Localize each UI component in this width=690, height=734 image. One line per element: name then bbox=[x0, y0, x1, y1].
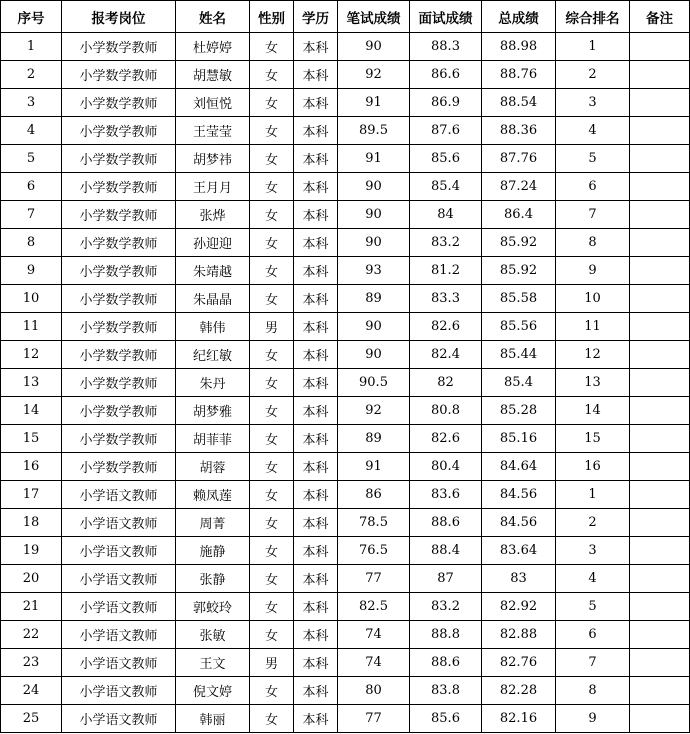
cell-gender: 女 bbox=[250, 537, 294, 565]
table-row bbox=[1, 313, 690, 341]
cell-remarks bbox=[630, 593, 690, 621]
cell-education: 本科 bbox=[294, 425, 338, 453]
cell-interview-score: 88.4 bbox=[410, 537, 482, 565]
table-row bbox=[1, 173, 690, 201]
cell-gender: 男 bbox=[250, 313, 294, 341]
cell-written-score: 89 bbox=[338, 285, 410, 313]
cell-gender: 女 bbox=[250, 33, 294, 61]
header-written-score: 笔试成绩 bbox=[338, 1, 410, 33]
cell-total-score: 88.54 bbox=[482, 89, 556, 117]
table-row bbox=[1, 677, 690, 705]
cell-interview-score: 82.6 bbox=[410, 313, 482, 341]
cell-position: 小学数学教师 bbox=[62, 425, 176, 453]
cell-remarks bbox=[630, 201, 690, 229]
cell-total-score: 83 bbox=[482, 565, 556, 593]
cell-written-score: 89 bbox=[338, 425, 410, 453]
cell-position: 小学数学教师 bbox=[62, 173, 176, 201]
cell-written-score: 78.5 bbox=[338, 509, 410, 537]
cell-remarks bbox=[630, 621, 690, 649]
table-row bbox=[1, 649, 690, 677]
cell-education: 本科 bbox=[294, 33, 338, 61]
cell-total-score: 82.28 bbox=[482, 677, 556, 705]
cell-position: 小学数学教师 bbox=[62, 89, 176, 117]
cell-total-score: 85.56 bbox=[482, 313, 556, 341]
cell-total-score: 82.88 bbox=[482, 621, 556, 649]
cell-interview-score: 84 bbox=[410, 201, 482, 229]
cell-remarks bbox=[630, 565, 690, 593]
cell-name: 刘恒悦 bbox=[176, 89, 250, 117]
cell-seq: 17 bbox=[1, 481, 62, 509]
cell-total-score: 88.98 bbox=[482, 33, 556, 61]
cell-seq: 3 bbox=[1, 89, 62, 117]
cell-education: 本科 bbox=[294, 173, 338, 201]
cell-total-score: 85.92 bbox=[482, 257, 556, 285]
table-row bbox=[1, 481, 690, 509]
cell-seq: 6 bbox=[1, 173, 62, 201]
cell-remarks bbox=[630, 173, 690, 201]
cell-seq: 23 bbox=[1, 649, 62, 677]
cell-name: 韩丽 bbox=[176, 705, 250, 733]
cell-position: 小学数学教师 bbox=[62, 313, 176, 341]
table-row bbox=[1, 369, 690, 397]
cell-gender: 女 bbox=[250, 425, 294, 453]
cell-written-score: 90 bbox=[338, 229, 410, 257]
cell-total-score: 85.58 bbox=[482, 285, 556, 313]
cell-name: 倪文婷 bbox=[176, 677, 250, 705]
cell-education: 本科 bbox=[294, 677, 338, 705]
cell-name: 胡梦雅 bbox=[176, 397, 250, 425]
cell-written-score: 74 bbox=[338, 649, 410, 677]
cell-education: 本科 bbox=[294, 537, 338, 565]
cell-gender: 女 bbox=[250, 117, 294, 145]
cell-education: 本科 bbox=[294, 117, 338, 145]
cell-seq: 24 bbox=[1, 677, 62, 705]
cell-rank: 3 bbox=[556, 89, 630, 117]
cell-position: 小学数学教师 bbox=[62, 397, 176, 425]
cell-education: 本科 bbox=[294, 369, 338, 397]
cell-position: 小学数学教师 bbox=[62, 61, 176, 89]
cell-total-score: 85.4 bbox=[482, 369, 556, 397]
cell-gender: 女 bbox=[250, 397, 294, 425]
cell-rank: 4 bbox=[556, 117, 630, 145]
cell-interview-score: 85.6 bbox=[410, 705, 482, 733]
cell-rank: 13 bbox=[556, 369, 630, 397]
table-row bbox=[1, 537, 690, 565]
cell-written-score: 92 bbox=[338, 61, 410, 89]
cell-interview-score: 85.4 bbox=[410, 173, 482, 201]
cell-written-score: 90 bbox=[338, 313, 410, 341]
cell-remarks bbox=[630, 285, 690, 313]
cell-interview-score: 86.9 bbox=[410, 89, 482, 117]
cell-remarks bbox=[630, 481, 690, 509]
table-row bbox=[1, 397, 690, 425]
cell-name: 胡梦祎 bbox=[176, 145, 250, 173]
cell-education: 本科 bbox=[294, 257, 338, 285]
cell-written-score: 91 bbox=[338, 453, 410, 481]
cell-name: 周菁 bbox=[176, 509, 250, 537]
cell-interview-score: 80.8 bbox=[410, 397, 482, 425]
table-row bbox=[1, 425, 690, 453]
cell-total-score: 82.16 bbox=[482, 705, 556, 733]
cell-name: 韩伟 bbox=[176, 313, 250, 341]
cell-written-score: 90 bbox=[338, 201, 410, 229]
table-row bbox=[1, 593, 690, 621]
cell-name: 朱晶晶 bbox=[176, 285, 250, 313]
table-header bbox=[1, 1, 690, 33]
cell-remarks bbox=[630, 705, 690, 733]
cell-name: 朱靖越 bbox=[176, 257, 250, 285]
cell-total-score: 85.44 bbox=[482, 341, 556, 369]
cell-remarks bbox=[630, 649, 690, 677]
cell-written-score: 77 bbox=[338, 705, 410, 733]
cell-rank: 9 bbox=[556, 257, 630, 285]
cell-gender: 女 bbox=[250, 173, 294, 201]
cell-remarks bbox=[630, 89, 690, 117]
cell-written-score: 90.5 bbox=[338, 369, 410, 397]
cell-name: 纪红敏 bbox=[176, 341, 250, 369]
cell-education: 本科 bbox=[294, 649, 338, 677]
cell-interview-score: 87 bbox=[410, 565, 482, 593]
cell-interview-score: 80.4 bbox=[410, 453, 482, 481]
cell-education: 本科 bbox=[294, 509, 338, 537]
cell-interview-score: 82 bbox=[410, 369, 482, 397]
cell-written-score: 82.5 bbox=[338, 593, 410, 621]
cell-rank: 11 bbox=[556, 313, 630, 341]
cell-interview-score: 82.6 bbox=[410, 425, 482, 453]
cell-interview-score: 87.6 bbox=[410, 117, 482, 145]
cell-interview-score: 81.2 bbox=[410, 257, 482, 285]
cell-seq: 1 bbox=[1, 33, 62, 61]
cell-rank: 1 bbox=[556, 481, 630, 509]
cell-total-score: 83.64 bbox=[482, 537, 556, 565]
cell-remarks bbox=[630, 677, 690, 705]
cell-remarks bbox=[630, 313, 690, 341]
cell-seq: 22 bbox=[1, 621, 62, 649]
table-row bbox=[1, 705, 690, 733]
cell-seq: 14 bbox=[1, 397, 62, 425]
cell-interview-score: 83.3 bbox=[410, 285, 482, 313]
header-seq: 序号 bbox=[1, 1, 62, 33]
cell-name: 郭蛟玲 bbox=[176, 593, 250, 621]
cell-total-score: 82.76 bbox=[482, 649, 556, 677]
cell-rank: 2 bbox=[556, 509, 630, 537]
cell-written-score: 93 bbox=[338, 257, 410, 285]
table-row bbox=[1, 285, 690, 313]
cell-interview-score: 88.8 bbox=[410, 621, 482, 649]
cell-written-score: 92 bbox=[338, 397, 410, 425]
cell-interview-score: 86.6 bbox=[410, 61, 482, 89]
cell-position: 小学语文教师 bbox=[62, 677, 176, 705]
table-row bbox=[1, 341, 690, 369]
cell-name: 胡蓉 bbox=[176, 453, 250, 481]
cell-total-score: 84.56 bbox=[482, 509, 556, 537]
cell-interview-score: 88.6 bbox=[410, 649, 482, 677]
cell-position: 小学数学教师 bbox=[62, 369, 176, 397]
cell-remarks bbox=[630, 33, 690, 61]
cell-education: 本科 bbox=[294, 341, 338, 369]
cell-interview-score: 85.6 bbox=[410, 145, 482, 173]
cell-remarks bbox=[630, 425, 690, 453]
cell-gender: 女 bbox=[250, 89, 294, 117]
cell-gender: 男 bbox=[250, 649, 294, 677]
cell-remarks bbox=[630, 61, 690, 89]
cell-name: 孙迎迎 bbox=[176, 229, 250, 257]
cell-seq: 7 bbox=[1, 201, 62, 229]
cell-education: 本科 bbox=[294, 565, 338, 593]
cell-name: 王月月 bbox=[176, 173, 250, 201]
cell-rank: 8 bbox=[556, 229, 630, 257]
cell-rank: 6 bbox=[556, 621, 630, 649]
header-gender: 性别 bbox=[250, 1, 294, 33]
cell-gender: 女 bbox=[250, 61, 294, 89]
cell-education: 本科 bbox=[294, 453, 338, 481]
cell-gender: 女 bbox=[250, 201, 294, 229]
cell-written-score: 90 bbox=[338, 173, 410, 201]
cell-seq: 19 bbox=[1, 537, 62, 565]
cell-total-score: 85.28 bbox=[482, 397, 556, 425]
cell-education: 本科 bbox=[294, 145, 338, 173]
cell-position: 小学语文教师 bbox=[62, 509, 176, 537]
cell-rank: 4 bbox=[556, 565, 630, 593]
cell-rank: 3 bbox=[556, 537, 630, 565]
cell-position: 小学数学教师 bbox=[62, 117, 176, 145]
cell-seq: 13 bbox=[1, 369, 62, 397]
cell-interview-score: 83.6 bbox=[410, 481, 482, 509]
cell-position: 小学语文教师 bbox=[62, 649, 176, 677]
header-remarks: 备注 bbox=[630, 1, 690, 33]
cell-interview-score: 83.8 bbox=[410, 677, 482, 705]
cell-gender: 女 bbox=[250, 229, 294, 257]
cell-gender: 女 bbox=[250, 341, 294, 369]
cell-interview-score: 82.4 bbox=[410, 341, 482, 369]
cell-gender: 女 bbox=[250, 705, 294, 733]
cell-gender: 女 bbox=[250, 369, 294, 397]
cell-name: 施静 bbox=[176, 537, 250, 565]
cell-education: 本科 bbox=[294, 593, 338, 621]
header-name: 姓名 bbox=[176, 1, 250, 33]
cell-total-score: 84.64 bbox=[482, 453, 556, 481]
cell-seq: 11 bbox=[1, 313, 62, 341]
cell-position: 小学语文教师 bbox=[62, 537, 176, 565]
cell-education: 本科 bbox=[294, 397, 338, 425]
cell-position: 小学语文教师 bbox=[62, 621, 176, 649]
cell-position: 小学数学教师 bbox=[62, 285, 176, 313]
cell-seq: 5 bbox=[1, 145, 62, 173]
cell-gender: 女 bbox=[250, 481, 294, 509]
table-row bbox=[1, 117, 690, 145]
cell-seq: 8 bbox=[1, 229, 62, 257]
cell-name: 杜婷婷 bbox=[176, 33, 250, 61]
cell-seq: 15 bbox=[1, 425, 62, 453]
cell-seq: 9 bbox=[1, 257, 62, 285]
cell-education: 本科 bbox=[294, 229, 338, 257]
cell-position: 小学数学教师 bbox=[62, 257, 176, 285]
cell-position: 小学数学教师 bbox=[62, 229, 176, 257]
cell-gender: 女 bbox=[250, 285, 294, 313]
header-interview-score: 面试成绩 bbox=[410, 1, 482, 33]
table-row bbox=[1, 201, 690, 229]
table-row bbox=[1, 453, 690, 481]
table-row bbox=[1, 33, 690, 61]
cell-remarks bbox=[630, 537, 690, 565]
cell-total-score: 87.24 bbox=[482, 173, 556, 201]
cell-position: 小学数学教师 bbox=[62, 145, 176, 173]
cell-rank: 9 bbox=[556, 705, 630, 733]
cell-position: 小学数学教师 bbox=[62, 453, 176, 481]
cell-written-score: 80 bbox=[338, 677, 410, 705]
cell-total-score: 86.4 bbox=[482, 201, 556, 229]
cell-total-score: 84.56 bbox=[482, 481, 556, 509]
cell-interview-score: 83.2 bbox=[410, 229, 482, 257]
cell-written-score: 91 bbox=[338, 145, 410, 173]
cell-gender: 女 bbox=[250, 593, 294, 621]
header-row bbox=[1, 1, 690, 33]
cell-seq: 21 bbox=[1, 593, 62, 621]
cell-rank: 7 bbox=[556, 201, 630, 229]
cell-rank: 16 bbox=[556, 453, 630, 481]
cell-remarks bbox=[630, 341, 690, 369]
cell-remarks bbox=[630, 369, 690, 397]
cell-education: 本科 bbox=[294, 481, 338, 509]
table-row bbox=[1, 509, 690, 537]
cell-seq: 10 bbox=[1, 285, 62, 313]
cell-name: 胡慧敏 bbox=[176, 61, 250, 89]
cell-written-score: 74 bbox=[338, 621, 410, 649]
cell-total-score: 87.76 bbox=[482, 145, 556, 173]
cell-education: 本科 bbox=[294, 313, 338, 341]
cell-rank: 10 bbox=[556, 285, 630, 313]
cell-name: 张静 bbox=[176, 565, 250, 593]
cell-seq: 20 bbox=[1, 565, 62, 593]
cell-written-score: 76.5 bbox=[338, 537, 410, 565]
cell-gender: 女 bbox=[250, 145, 294, 173]
cell-gender: 女 bbox=[250, 509, 294, 537]
cell-rank: 8 bbox=[556, 677, 630, 705]
cell-remarks bbox=[630, 453, 690, 481]
cell-remarks bbox=[630, 229, 690, 257]
cell-remarks bbox=[630, 397, 690, 425]
cell-name: 朱丹 bbox=[176, 369, 250, 397]
cell-remarks bbox=[630, 509, 690, 537]
table-row bbox=[1, 229, 690, 257]
cell-gender: 女 bbox=[250, 565, 294, 593]
cell-position: 小学数学教师 bbox=[62, 341, 176, 369]
cell-name: 王文 bbox=[176, 649, 250, 677]
cell-rank: 1 bbox=[556, 33, 630, 61]
cell-written-score: 91 bbox=[338, 89, 410, 117]
cell-total-score: 82.92 bbox=[482, 593, 556, 621]
cell-written-score: 86 bbox=[338, 481, 410, 509]
cell-name: 赖凤莲 bbox=[176, 481, 250, 509]
cell-gender: 女 bbox=[250, 453, 294, 481]
cell-written-score: 90 bbox=[338, 341, 410, 369]
cell-interview-score: 83.2 bbox=[410, 593, 482, 621]
cell-seq: 25 bbox=[1, 705, 62, 733]
cell-education: 本科 bbox=[294, 201, 338, 229]
table-row bbox=[1, 61, 690, 89]
cell-gender: 女 bbox=[250, 257, 294, 285]
cell-rank: 12 bbox=[556, 341, 630, 369]
cell-written-score: 89.5 bbox=[338, 117, 410, 145]
table-row bbox=[1, 257, 690, 285]
cell-interview-score: 88.3 bbox=[410, 33, 482, 61]
cell-rank: 7 bbox=[556, 649, 630, 677]
cell-position: 小学数学教师 bbox=[62, 33, 176, 61]
table-body bbox=[1, 33, 690, 733]
cell-rank: 14 bbox=[556, 397, 630, 425]
table-row bbox=[1, 145, 690, 173]
cell-gender: 女 bbox=[250, 621, 294, 649]
cell-name: 张敏 bbox=[176, 621, 250, 649]
header-rank: 综合排名 bbox=[556, 1, 630, 33]
header-education: 学历 bbox=[294, 1, 338, 33]
cell-rank: 5 bbox=[556, 145, 630, 173]
cell-position: 小学语文教师 bbox=[62, 705, 176, 733]
cell-remarks bbox=[630, 257, 690, 285]
cell-position: 小学语文教师 bbox=[62, 565, 176, 593]
cell-total-score: 88.76 bbox=[482, 61, 556, 89]
cell-written-score: 77 bbox=[338, 565, 410, 593]
table-row bbox=[1, 565, 690, 593]
cell-written-score: 90 bbox=[338, 33, 410, 61]
cell-total-score: 85.16 bbox=[482, 425, 556, 453]
cell-rank: 2 bbox=[556, 61, 630, 89]
cell-seq: 18 bbox=[1, 509, 62, 537]
table-row bbox=[1, 89, 690, 117]
cell-remarks bbox=[630, 117, 690, 145]
cell-position: 小学数学教师 bbox=[62, 201, 176, 229]
cell-rank: 5 bbox=[556, 593, 630, 621]
cell-seq: 4 bbox=[1, 117, 62, 145]
table-row bbox=[1, 621, 690, 649]
cell-gender: 女 bbox=[250, 677, 294, 705]
cell-seq: 2 bbox=[1, 61, 62, 89]
cell-education: 本科 bbox=[294, 89, 338, 117]
cell-name: 王莹莹 bbox=[176, 117, 250, 145]
cell-total-score: 88.36 bbox=[482, 117, 556, 145]
cell-interview-score: 88.6 bbox=[410, 509, 482, 537]
header-total-score: 总成绩 bbox=[482, 1, 556, 33]
cell-rank: 15 bbox=[556, 425, 630, 453]
cell-rank: 6 bbox=[556, 173, 630, 201]
header-position: 报考岗位 bbox=[62, 1, 176, 33]
cell-education: 本科 bbox=[294, 61, 338, 89]
cell-seq: 12 bbox=[1, 341, 62, 369]
cell-seq: 16 bbox=[1, 453, 62, 481]
cell-remarks bbox=[630, 145, 690, 173]
cell-position: 小学语文教师 bbox=[62, 593, 176, 621]
cell-education: 本科 bbox=[294, 621, 338, 649]
cell-total-score: 85.92 bbox=[482, 229, 556, 257]
cell-name: 胡菲菲 bbox=[176, 425, 250, 453]
cell-position: 小学语文教师 bbox=[62, 481, 176, 509]
cell-name: 张烨 bbox=[176, 201, 250, 229]
cell-education: 本科 bbox=[294, 705, 338, 733]
cell-education: 本科 bbox=[294, 285, 338, 313]
